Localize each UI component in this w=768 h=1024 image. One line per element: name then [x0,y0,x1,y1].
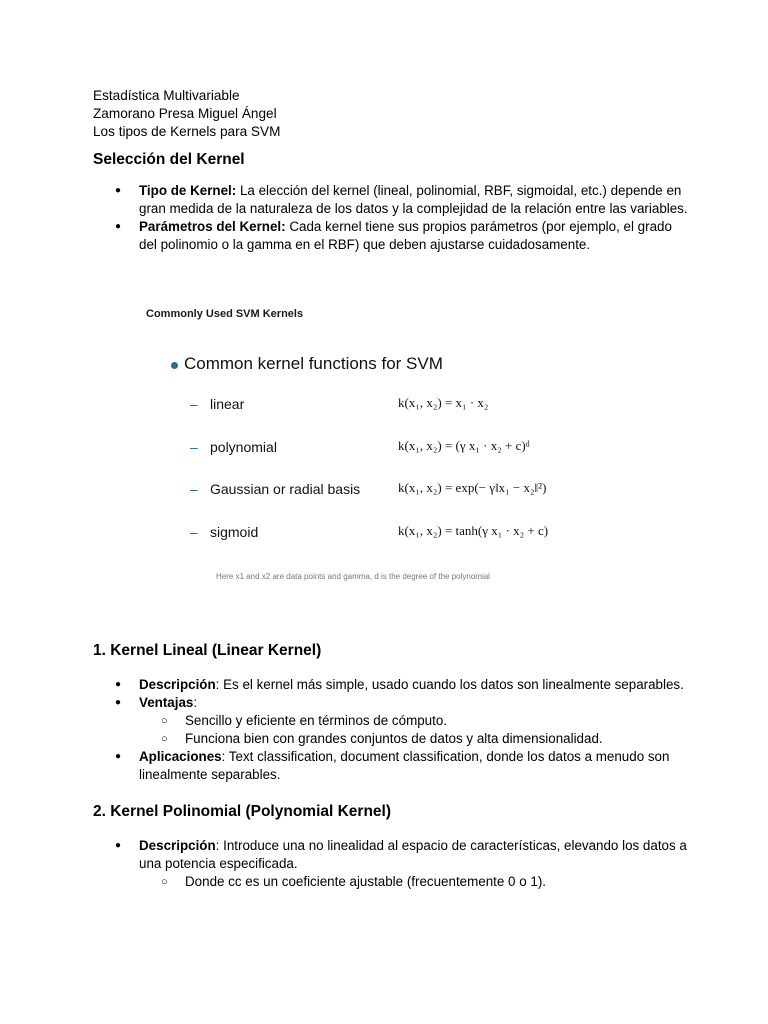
list-item-text: La elección del kernel (lineal, polinomial, RBF, sigmoidal, etc.) depende en gran medida de la naturaleza de los datos y la complejidad de la relación entre las variables. [139,183,688,216]
list-item-label: Ventajas [139,695,194,710]
list-item [93,837,693,891]
list-item-text: : [193,695,198,710]
list-item-label: Descripción [139,838,216,853]
bullet-dot-icon [171,362,178,369]
list-item-label: Parámetros del Kernel: [139,219,286,234]
document-topic: Los tipos de Kernels para SVM [93,124,281,139]
sub-list-item: ○ Donde cc es un coeficiente ajustable (frecuentemente 0 o 1). [139,873,693,891]
kernel-name: linear [210,396,245,412]
kernel-name: Gaussian or radial basis [210,481,361,497]
dash-icon: – [190,396,198,412]
sub-list-item: ○ Sencillo y eficiente en términos de cómputo. [139,712,693,730]
document-page [93,87,693,891]
list-item-text: : Introduce una no linealidad al espacio de características, elevando los datos a una potencia especificada. [139,838,687,871]
kernel-formula: k(x₁, x₂) = (γ x₁ · x₂ + c)ᵈ [398,438,530,453]
sub-list-item: ○ Funciona bien con grandes conjuntos de datos y alta dimensionalidad. [139,730,693,748]
dash-icon: – [190,481,198,497]
section-title-seleccion: Selección del Kernel [93,151,245,168]
figure-note: Here x1 and x2 are data points and gamma, d is the degree of the polynomial [216,572,490,581]
list-item [93,676,693,694]
kernel-row-linear [190,396,690,420]
list-item [93,218,693,254]
list-item [93,182,693,218]
kernel-row-sigmoid [190,524,690,548]
list-item [93,694,693,748]
dash-icon: – [190,524,198,540]
list-item-text: : Es el kernel más simple, usado cuando los datos son linealmente separables. [215,677,684,692]
section-title-lineal: 1. Kernel Lineal (Linear Kernel) [93,642,322,659]
kernel-figure [93,308,693,608]
kernel-name: polynomial [210,439,277,455]
list-item-label: Tipo de Kernel: [139,183,237,198]
section-title-polinomial: 2. Kernel Polinomial (Polynomial Kernel) [93,803,392,820]
list-item-text: Cada kernel tiene sus propios parámetros (por ejemplo, el grado del polinomio o la gamma en el RBF) que deben ajustarse cuidadosamente. [139,219,672,252]
ventajas-sublist [139,712,693,748]
kernel-name: sigmoid [210,524,259,540]
kernel-formula: k(x₁, x₂) = x₁ · x₂ [398,395,489,410]
list-item-label: Aplicaciones [139,749,222,764]
author-name: Zamorano Presa Miguel Ángel [93,106,277,121]
course-name: Estadística Multivariable [93,88,240,103]
seleccion-list [93,182,693,254]
polinomial-sublist [139,873,693,891]
list-item-label: Descripción [139,677,216,692]
kernel-formula: k(x₁, x₂) = tanh(γ x₁ · x₂ + c) [398,523,549,538]
kernel-row-gaussian [190,481,690,505]
figure-caption: Commonly Used SVM Kernels [146,308,304,320]
list-item-text: : Text classification, document classification, donde los datos a menudo son linealmente separables. [139,749,670,782]
kernel-row-polynomial [190,439,690,463]
polinomial-list [93,837,693,891]
lineal-list [93,676,693,784]
list-item [93,748,693,784]
dash-icon: – [190,439,198,455]
figure-heading: Common kernel functions for SVM [184,354,443,373]
kernel-formula: k(x₁, x₂) = exp(− γ‖x₁ − x₂‖²) [398,480,547,495]
